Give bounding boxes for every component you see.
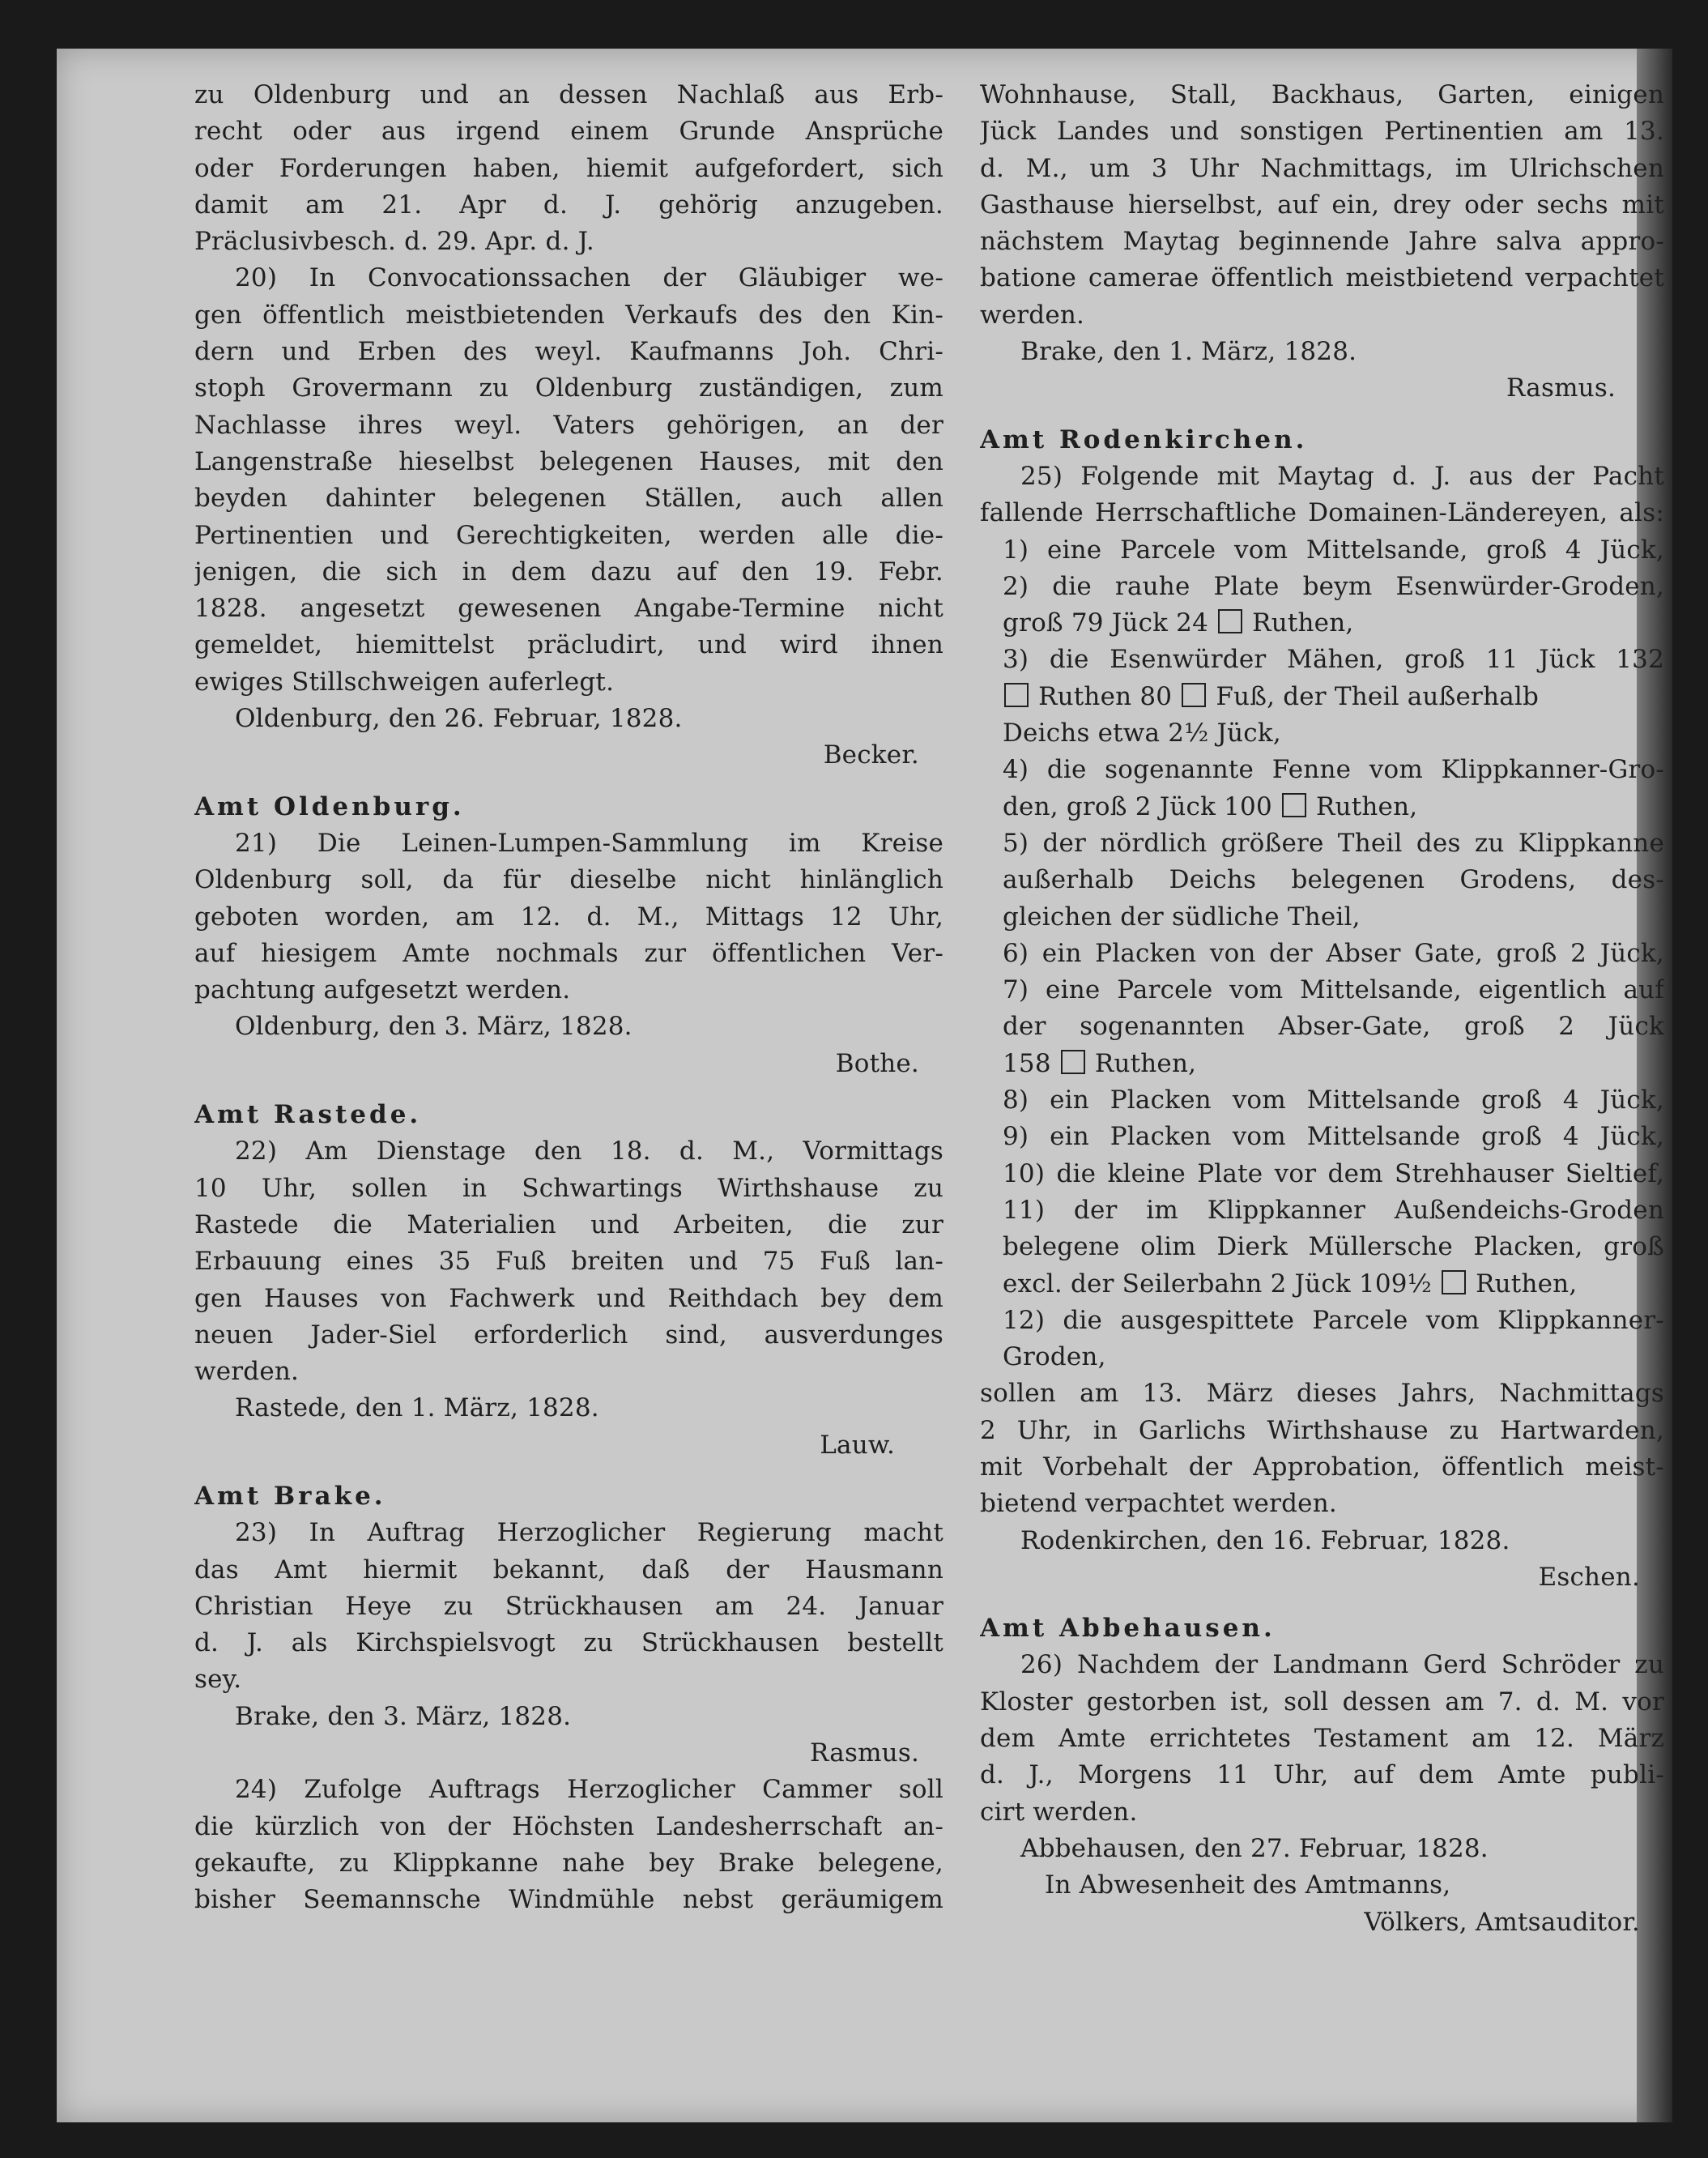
list-text: Ruthen 80 bbox=[1038, 681, 1173, 711]
notice-26-line: Kloster gestorben ist, soll dessen am 7. d. M. vor bbox=[980, 1687, 1664, 1717]
notice-25-line: 2 Uhr, in Garlichs Wirthshause zu Hartwarden, bbox=[980, 1415, 1664, 1445]
notice-25-signature: Eschen. bbox=[1538, 1562, 1640, 1592]
notice-20-line: gemeldet, hiemittelst präcludirt, und wird ihnen bbox=[194, 630, 943, 660]
square-symbol-icon bbox=[1442, 1270, 1466, 1294]
section-heading-amt-brake: Amt Brake. bbox=[194, 1481, 386, 1511]
text-line: zu Oldenburg und an dessen Nachlaß aus Erb- bbox=[194, 80, 943, 109]
notice-20-line: stoph Grovermann zu Oldenburg zuständigen, zum bbox=[194, 373, 943, 403]
notice-25-list-line: belegene olim Dierk Müllersche Placken, groß bbox=[1003, 1232, 1664, 1262]
notice-21-line: auf hiesigem Amte nochmals zur öffentlichen Ver- bbox=[194, 938, 943, 968]
notice-23-line: 23) In Auftrag Herzoglicher Regierung macht bbox=[235, 1518, 943, 1548]
text-line: damit am 21. Apr d. J. gehörig anzugeben. bbox=[194, 190, 943, 220]
notice-25-list-line bbox=[980, 1266, 1664, 1303]
notice-25-list-line: Groden, bbox=[1003, 1342, 1106, 1372]
list-text: Ruthen, bbox=[1476, 1269, 1578, 1299]
notice-25-list-line bbox=[980, 1046, 1664, 1082]
notice-24-line: 24) Zufolge Auftrags Herzoglicher Cammer soll bbox=[235, 1775, 943, 1805]
square-symbol-icon bbox=[1282, 793, 1306, 817]
list-text: excl. der Seilerbahn 2 Jück 109½ bbox=[1003, 1269, 1432, 1299]
notice-24-line: Jück Landes und sonstigen Pertinentien am 13. bbox=[980, 117, 1664, 147]
notice-20-line: 1828. angesetzt gewesenen Angabe-Termine nicht bbox=[194, 594, 943, 624]
notice-25-line: bietend verpachtet werden. bbox=[980, 1489, 1337, 1519]
notice-25-list-line: 1) eine Parcele vom Mittelsande, groß 4 Jück, bbox=[1003, 535, 1664, 565]
section-heading-amt-rastede: Amt Rastede. bbox=[194, 1100, 422, 1130]
notice-21-line: Oldenburg soll, da für dieselbe nicht hinlänglich bbox=[194, 865, 943, 895]
notice-20-line: dern und Erben des weyl. Kaufmanns Joh. Chri- bbox=[194, 337, 943, 367]
notice-23-signature: Rasmus. bbox=[810, 1738, 919, 1768]
notice-22-line: gen Hauses von Fachwerk und Reithdach bey dem bbox=[194, 1283, 943, 1313]
notice-23-line: das Amt hiermit bekannt, daß der Hausmann bbox=[194, 1555, 943, 1584]
notice-22-line: Erbauung eines 35 Fuß breiten und 75 Fuß lan- bbox=[194, 1247, 943, 1277]
notice-20-line: Nachlasse ihres weyl. Vaters gehörigen, an der bbox=[194, 410, 943, 440]
notice-25-list-line: 11) der im Klippkanner Außendeichs-Groden bbox=[1003, 1195, 1664, 1225]
notice-24-line: Gasthause hierselbst, auf ein, drey oder sechs mit bbox=[980, 190, 1664, 220]
notice-25-list-line bbox=[980, 605, 1664, 642]
notice-20-line: ewiges Stillschweigen auferlegt. bbox=[194, 667, 615, 697]
notice-25-list-line: außerhalb Deichs belegenen Grodens, des- bbox=[1003, 865, 1664, 895]
notice-25-line: 25) Folgende mit Maytag d. J. aus der Pacht bbox=[1020, 461, 1664, 491]
text-line: recht oder aus irgend einem Grunde Ansprüche bbox=[194, 117, 943, 147]
notice-25-list-line: 4) die sogenannte Fenne vom Klippkanner-Gro- bbox=[1003, 755, 1664, 785]
square-symbol-icon bbox=[1218, 609, 1242, 633]
notice-25-line: fallende Herrschaftliche Domainen-Ländereyen, als: bbox=[980, 498, 1664, 528]
notice-25-list-line: der sogenannten Abser-Gate, groß 2 Jück bbox=[1003, 1012, 1664, 1042]
notice-20-line: gen öffentlich meistbietenden Verkaufs des den Kin- bbox=[194, 300, 943, 330]
notice-22-line: werden. bbox=[194, 1357, 300, 1387]
section-heading-amt-rodenkirchen: Amt Rodenkirchen. bbox=[980, 424, 1308, 454]
notice-23-line: Christian Heye zu Strückhausen am 24. Januar bbox=[194, 1591, 943, 1621]
notice-22-signature: Lauw. bbox=[820, 1430, 895, 1460]
notice-26-line: 26) Nachdem der Landmann Gerd Schröder zu bbox=[1020, 1650, 1664, 1680]
notice-24-line: werden. bbox=[980, 300, 1085, 330]
notice-22-line: neuen Jader-Siel erforderlich sind, ausverdunges bbox=[194, 1320, 943, 1350]
notice-25-list-line: 3) die Esenwürder Mähen, groß 11 Jück 132 bbox=[1003, 645, 1664, 675]
notice-21-line: geboten worden, am 12. d. M., Mittags 12 Uhr, bbox=[194, 902, 943, 932]
notice-25-list-line: 7) eine Parcele vom Mittelsande, eigentlich auf bbox=[1003, 975, 1664, 1005]
notice-20-line: 20) In Convocationssachen der Gläubiger we- bbox=[235, 263, 943, 293]
notice-21-signature: Bothe. bbox=[835, 1048, 919, 1078]
notice-26-line: dem Amte errichtetes Testament am 12. März bbox=[980, 1724, 1664, 1754]
notice-20-line: jenigen, die sich in dem dazu auf den 19. Febr. bbox=[194, 557, 943, 586]
notice-20-line: beyden dahinter belegenen Ställen, auch allen bbox=[194, 484, 943, 514]
notice-23-date: Brake, den 3. März, 1828. bbox=[235, 1701, 572, 1731]
notice-26-line: d. J., Morgens 11 Uhr, auf dem Amte publi- bbox=[980, 1760, 1664, 1790]
notice-20-signature: Becker. bbox=[823, 740, 919, 770]
notice-25-list-line: 8) ein Placken vom Mittelsande groß 4 Jück, bbox=[1003, 1085, 1664, 1115]
notice-25-date: Rodenkirchen, den 16. Februar, 1828. bbox=[1020, 1525, 1510, 1555]
section-heading-amt-abbehausen: Amt Abbehausen. bbox=[980, 1614, 1276, 1644]
notice-26-presence: In Abwesenheit des Amtmanns, bbox=[1045, 1870, 1451, 1900]
notice-23-line: sey. bbox=[194, 1665, 242, 1695]
notice-24-line: gekaufte, zu Klippkanne nahe bey Brake belegene, bbox=[194, 1848, 943, 1878]
notice-24-line: die kürzlich von der Höchsten Landesherrschaft an- bbox=[194, 1811, 943, 1841]
notice-21-line: 21) Die Leinen-Lumpen-Sammlung im Kreise bbox=[235, 828, 943, 858]
notice-25-list-line: 9) ein Placken vom Mittelsande groß 4 Jück, bbox=[1003, 1122, 1664, 1152]
notice-20-date: Oldenburg, den 26. Februar, 1828. bbox=[235, 704, 683, 734]
notice-20-line: Pertinentien und Gerechtigkeiten, werden alle die- bbox=[194, 520, 943, 550]
list-text: Ruthen, bbox=[1252, 608, 1354, 638]
list-text: den, groß 2 Jück 100 bbox=[1003, 791, 1272, 821]
notice-24-signature: Rasmus. bbox=[1506, 373, 1616, 403]
notice-22-line: 22) Am Dienstage den 18. d. M., Vormittags bbox=[235, 1137, 943, 1166]
list-text: groß 79 Jück 24 bbox=[1003, 608, 1209, 638]
notice-25-list-line bbox=[980, 679, 1664, 715]
notice-25-list-line: 2) die rauhe Plate beym Esenwürder-Groden, bbox=[1003, 571, 1664, 601]
notice-24-line: Wohnhause, Stall, Backhaus, Garten, einigen bbox=[980, 80, 1664, 109]
notice-25-list-line bbox=[980, 789, 1664, 825]
notice-20-line: Langenstraße hieselbst belegenen Hauses, mit den bbox=[194, 446, 943, 476]
notice-24-line: d. M., um 3 Uhr Nachmittags, im Ulrichschen bbox=[980, 153, 1664, 183]
notice-21-line: pachtung aufgesetzt werden. bbox=[194, 975, 571, 1005]
list-text: Ruthen, bbox=[1094, 1048, 1197, 1078]
notice-26-date: Abbehausen, den 27. Februar, 1828. bbox=[1020, 1833, 1489, 1863]
notice-22-date: Rastede, den 1. März, 1828. bbox=[235, 1393, 599, 1423]
square-symbol-icon bbox=[1061, 1050, 1085, 1074]
text-line: Präclusivbesch. d. 29. Apr. d. J. bbox=[194, 227, 594, 257]
notice-25-line: sollen am 13. März dieses Jahrs, Nachmittags bbox=[980, 1379, 1664, 1409]
section-heading-amt-oldenburg: Amt Oldenburg. bbox=[194, 791, 465, 821]
notice-25-line: mit Vorbehalt der Approbation, öffentlich meist- bbox=[980, 1452, 1664, 1482]
notice-24-line: nächstem Maytag beginnende Jahre salva appro- bbox=[980, 227, 1664, 257]
notice-25-list-line: 12) die ausgespittete Parcele vom Klippkanner- bbox=[1003, 1305, 1664, 1335]
text-line: oder Forderungen haben, hiemit aufgefordert, sich bbox=[194, 153, 943, 183]
notice-25-list-line: 5) der nördlich größere Theil des zu Klippkanne bbox=[1003, 828, 1664, 858]
notice-23-line: d. J. als Kirchspielsvogt zu Strückhausen bestellt bbox=[194, 1628, 943, 1658]
left-column bbox=[194, 77, 943, 1919]
square-symbol-icon bbox=[1182, 683, 1206, 707]
list-text: Fuß, der Theil außerhalb bbox=[1216, 681, 1540, 711]
square-symbol-icon bbox=[1004, 683, 1029, 707]
notice-21-date: Oldenburg, den 3. März, 1828. bbox=[235, 1012, 633, 1042]
list-text: Ruthen, bbox=[1316, 791, 1418, 821]
notice-24-date: Brake, den 1. März, 1828. bbox=[1020, 337, 1357, 367]
notice-24-line: batione camerae öffentlich meistbietend verpachtet bbox=[980, 263, 1664, 293]
notice-26-line: cirt werden. bbox=[980, 1797, 1138, 1827]
list-text: 158 bbox=[1003, 1048, 1051, 1078]
notice-25-list-line: 10) die kleine Plate vor dem Strehhauser Sieltief, bbox=[1003, 1158, 1664, 1188]
notice-25-list-line: gleichen der südliche Theil, bbox=[1003, 902, 1361, 932]
notice-22-line: 10 Uhr, sollen in Schwartings Wirthshause zu bbox=[194, 1173, 943, 1203]
notice-24-line: bisher Seemannsche Windmühle nebst geräumigem bbox=[194, 1885, 943, 1915]
right-column bbox=[980, 77, 1664, 1941]
notice-22-line: Rastede die Materialien und Arbeiten, die zur bbox=[194, 1209, 943, 1239]
notice-25-list-line: Deichs etwa 2½ Jück, bbox=[1003, 719, 1281, 748]
notice-26-signature: Völkers, Amtsauditor. bbox=[1364, 1907, 1640, 1937]
notice-25-list-line: 6) ein Placken von der Abser Gate, groß 2 Jück, bbox=[1003, 938, 1664, 968]
